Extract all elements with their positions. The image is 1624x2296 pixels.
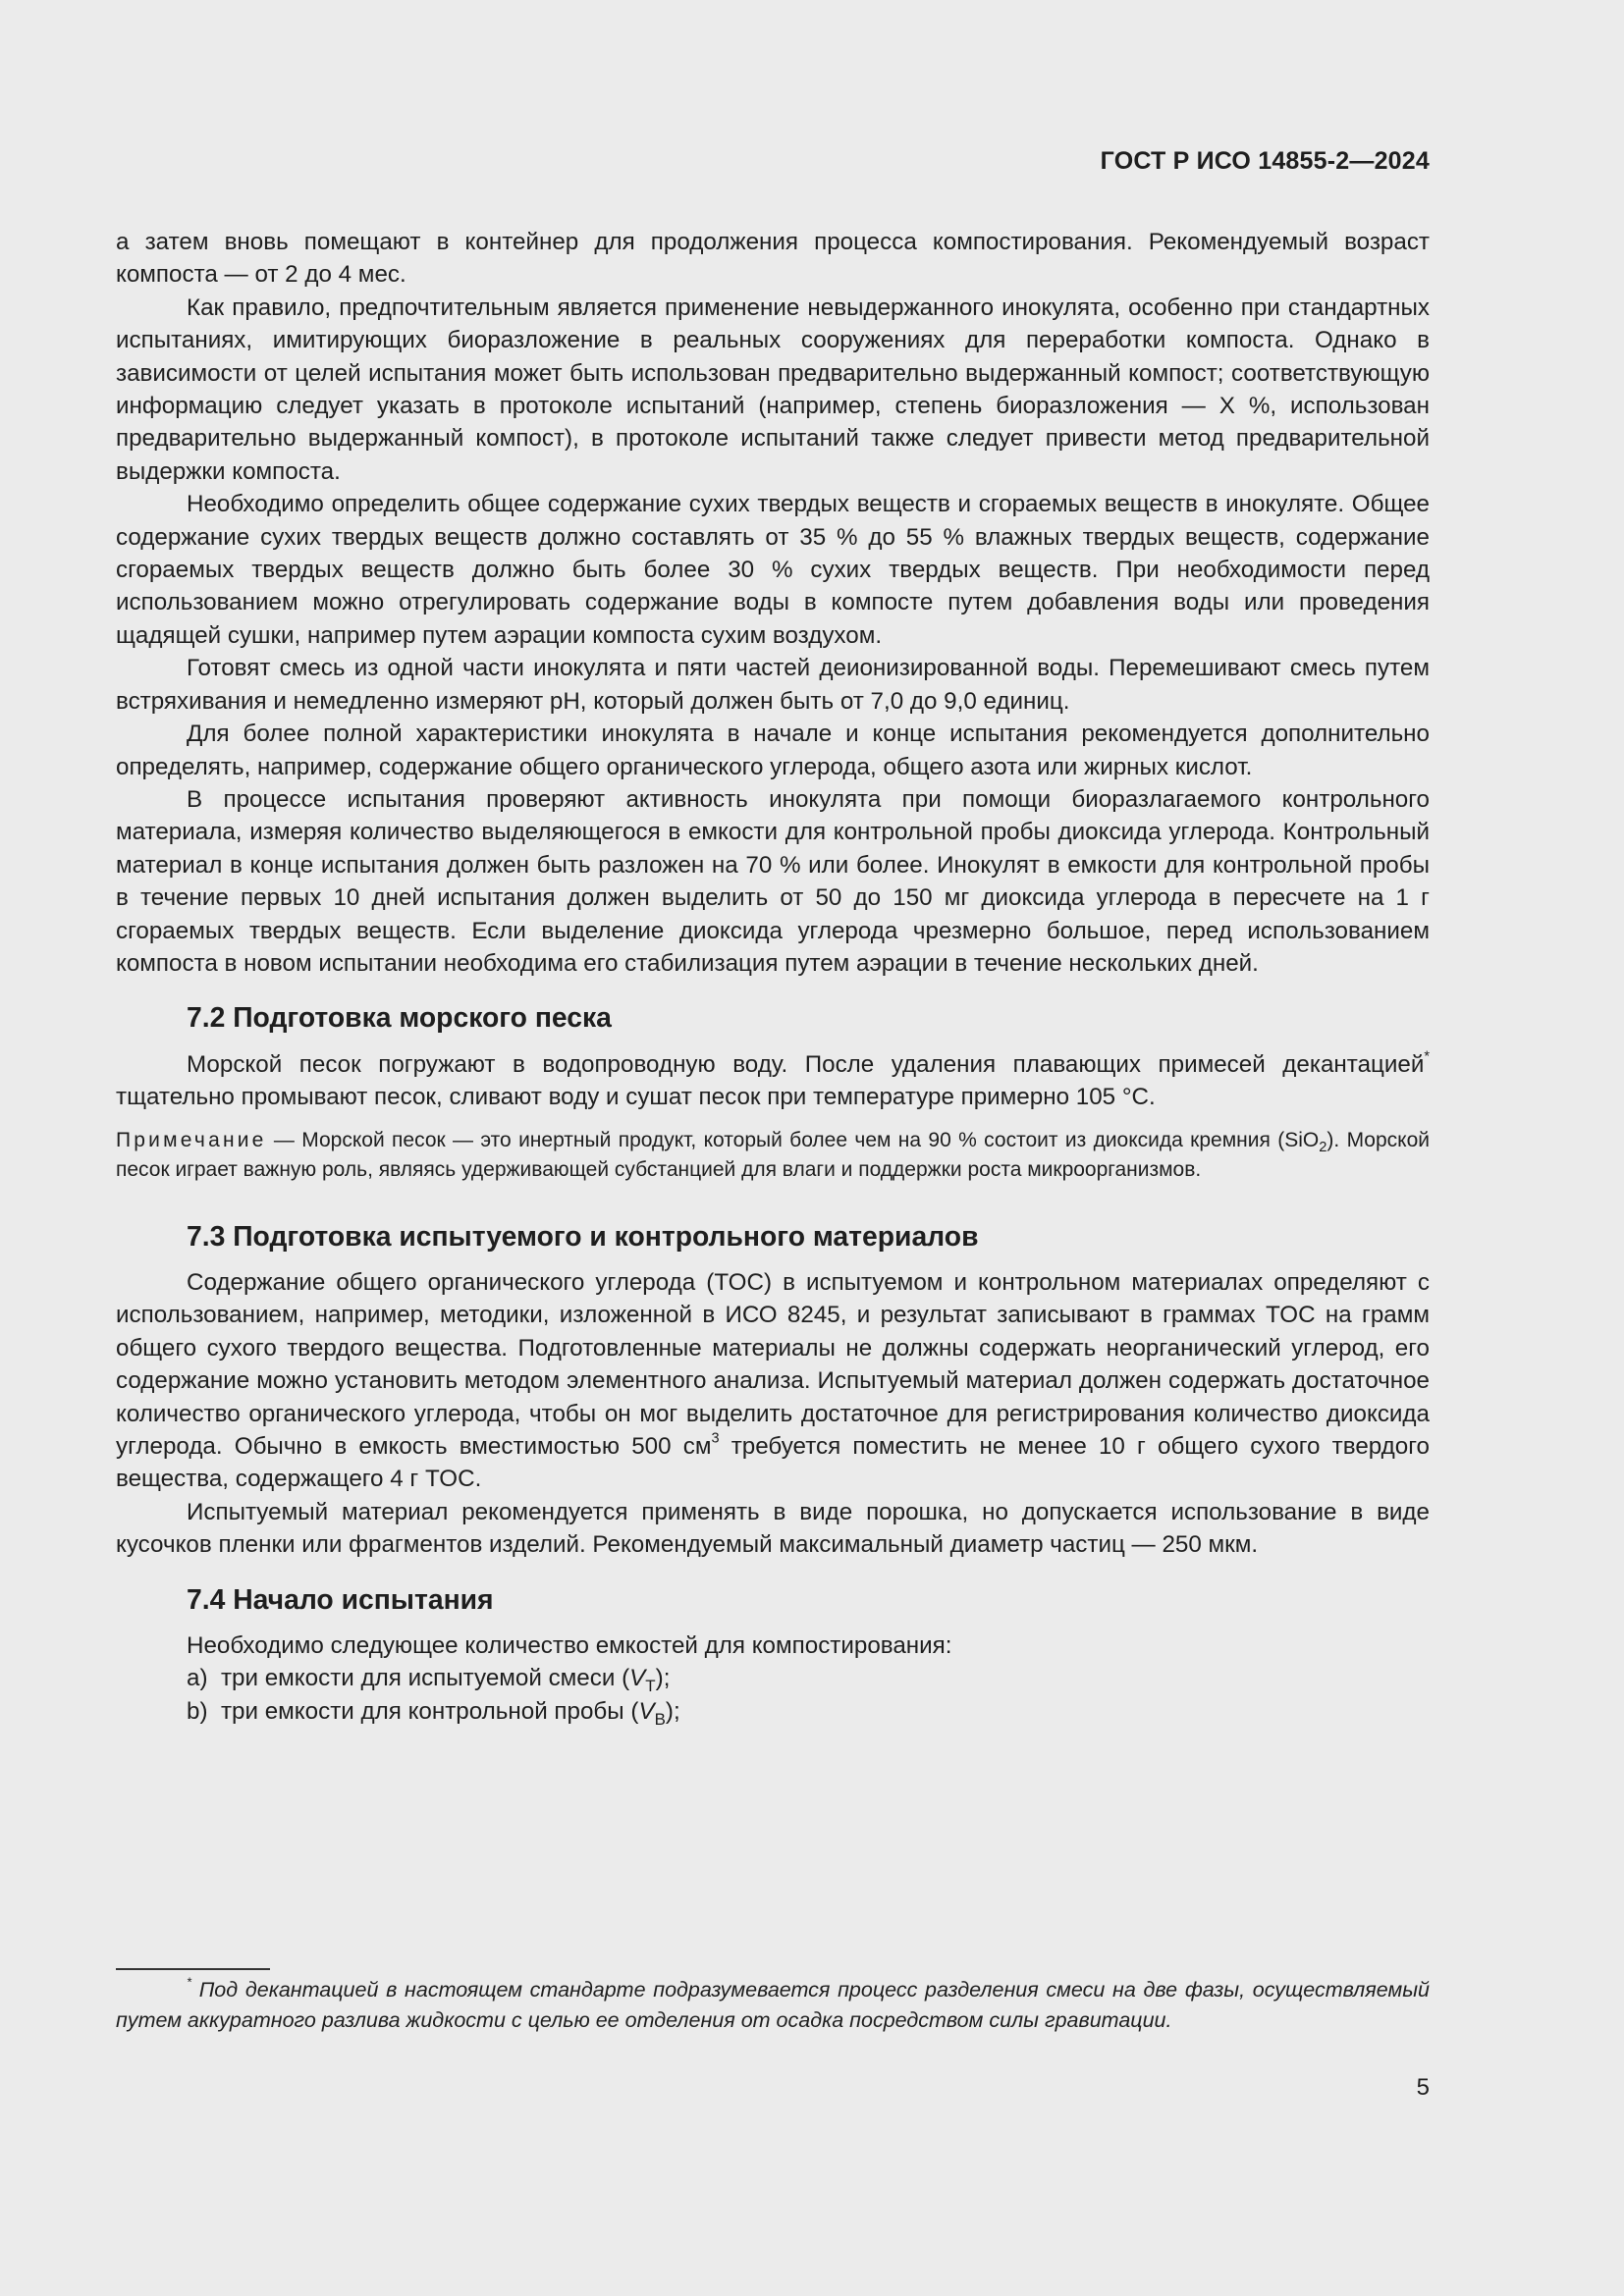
document-header: ГОСТ Р ИСО 14855-2—2024 (1100, 147, 1430, 175)
paragraph: Необходимо определить общее содержание сухих твердых веществ и сгораемых веществ в инокуляте. Общее содержание сухих твердых веществ должно составлять от 35 % до 55 % влажных твердых веществ, содержание сгораемых твердых веществ должно быть более 30 % сухих твердых веществ. При необходимости перед использованием можно отрегулировать содержание воды в компосте путем добавления воды или проведения щадящей сушки, например путем аэрации компоста сухим воздухом. (116, 491, 1430, 649)
paragraph: Необходимо следующее количество емкостей для компостирования: (187, 1632, 952, 1660)
list-item: a) три емкости для испытуемой смеси $(V_T)$; (187, 1665, 671, 1696)
paragraph: Готовят смесь из одной части инокулята и пяти частей деионизированной воды. Перемешивают смесь путем встряхивания и немедленно измеряют pH, который должен быть от 7,0 до 9,0 единиц. (116, 655, 1430, 715)
page-number: 5 (1416, 2074, 1430, 2101)
note: Примечание — Морской песок — это инертный продукт, который более чем на 90 % состоит из диоксида кремния (SiO$_2$). Морской песок играет важную роль, являясь удерживающей субстанцией для влаги и поддержки роста микроорганизмов. (116, 1128, 1430, 1181)
note-label: Примечание (116, 1128, 267, 1151)
paragraph: В процессе испытания проверяют активность инокулята при помощи биоразлагаемого контрольного материала, измеряя количество выделяющегося в емкости для контрольной пробы диоксида углерода. Контрольный материал в конце испытания должен быть разложен на 70 % или более. Инокулят в емкости для контрольной пробы в течение первых 10 дней испытания должен выделить от 50 до 150 мг диоксида углерода в пересчете на 1 г сгораемых твердых веществ. Если выделение диоксида углерода чрезмерно большое, перед использованием компоста в новом испытании необходима его стабилизация путем аэрации в течение нескольких дней. (116, 785, 1430, 977)
list-item: b) три емкости для контрольной пробы $(V_B)$; (187, 1697, 680, 1729)
section-heading-7-4: 7.4 Начало испытания (187, 1582, 494, 1615)
paragraph: а затем вновь помещают в контейнер для продолжения процесса компостирования. Рекомендуемый возраст компоста — от 2 до 4 мес. (116, 229, 1430, 289)
footnote: * Под декантацией в настоящем стандарте подразумевается процесс разделения смеси на две фазы, осуществляемый путем аккуратного разлива жидкости с целью ее отделения от осадка посредством силы гравитации. (116, 1974, 1430, 2032)
footnote-marker: * (187, 1974, 192, 1990)
section-heading-7-2: 7.2 Подготовка морского песка (187, 1001, 612, 1034)
paragraph: Испытуемый материал рекомендуется применять в виде порошка, но допускается использование в виде кусочков пленки или фрагментов изделий. Рекомендуемый максимальный диаметр частиц — 250 мкм. (116, 1498, 1430, 1559)
footnote-marker[interactable]: * (1424, 1048, 1430, 1065)
paragraph: Содержание общего органического углерода (TOC) в испытуемом и контрольном материалах определяют с использованием, например, методики, изложенной в ИСО 8245, и результат записывают в граммах TOC на грамм общего сухого твердого вещества. Подготовленные материалы не должны содержать неорганический углерод, его содержание можно установить методом элементного анализа. Испытуемый материал должен содержать достаточное количество органического углерода, чтобы он мог выделить достаточное для регистрирования количество диоксида углерода. Обычно в емкость вместимостью 500 $см^3$ требуется поместить не менее 10 г общего сухого твердого вещества, содержащего 4 г TOC. (116, 1268, 1430, 1493)
paragraph: Морской песок погружают в водопроводную воду. После удаления плавающих примесей декантацией* тщательно промывают песок, сливают воду и сушат песок при температуре примерно 105 °C. (116, 1048, 1430, 1111)
paragraph: Для более полной характеристики инокулята в начале и конце испытания рекомендуется дополнительно определять, например, содержание общего органического углерода, общего азота или жирных кислот. (116, 721, 1430, 780)
footnote-separator (116, 1968, 270, 1970)
paragraph: Как правило, предпочтительным является применение невыдержанного инокулята, особенно при стандартных испытаниях, имитирующих биоразложение в реальных сооружениях для переработки компоста. Однако в зависимости от целей испытания может быть использован предварительно выдержанный компост; соответствующую информацию следует указать в протоколе испытаний (например, степень биоразложения — X %, использован предварительно выдержанный компост), в протоколе испытаний также следует привести метод предварительной выдержки компоста. (116, 294, 1430, 485)
page-content (116, 226, 1430, 1728)
section-heading-7-3: 7.3 Подготовка испытуемого и контрольного материалов (187, 1219, 979, 1252)
